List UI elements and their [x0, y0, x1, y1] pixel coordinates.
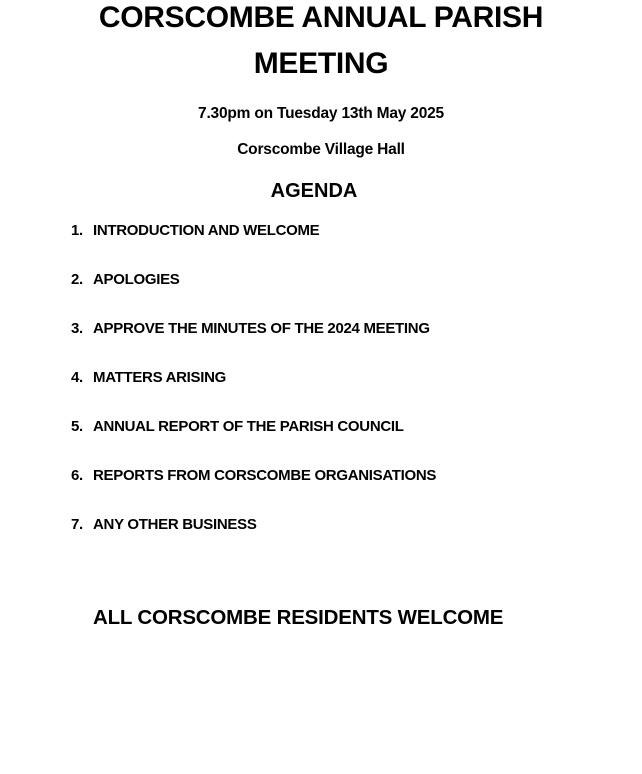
agenda-item-matters-arising	[71, 368, 436, 417]
page-title-line-1: CORSCOMBE ANNUAL PARISH	[98, 1, 544, 34]
agenda-item-approve-minutes	[71, 319, 436, 368]
agenda-item-text: MATTERS ARISING	[93, 369, 226, 386]
agenda-item-number: 5.	[71, 418, 83, 435]
agenda-list	[71, 221, 436, 564]
agenda-item-introduction	[71, 221, 436, 270]
residents-welcome-message: ALL CORSCOMBE RESIDENTS WELCOME	[93, 606, 504, 629]
agenda-item-text: INTRODUCTION AND WELCOME	[93, 222, 320, 239]
agenda-item-text: ANY OTHER BUSINESS	[93, 516, 257, 533]
meeting-venue: Corscombe Village Hall	[237, 141, 405, 158]
agenda-item-number: 1.	[71, 222, 83, 239]
agenda-item-number: 2.	[71, 271, 83, 288]
agenda-item-number: 6.	[71, 467, 83, 484]
agenda-item-number: 3.	[71, 320, 83, 337]
agenda-item-number: 7.	[71, 516, 83, 533]
agenda-item-text: APOLOGIES	[93, 271, 180, 288]
agenda-item-text: ANNUAL REPORT OF THE PARISH COUNCIL	[93, 418, 404, 435]
meeting-time: 7.30pm on Tuesday 13th May 2025	[198, 105, 444, 122]
agenda-item-text: REPORTS FROM CORSCOMBE ORGANISATIONS	[93, 467, 437, 484]
agenda-heading: AGENDA	[270, 180, 358, 202]
agenda-item-other-business	[71, 515, 436, 564]
agenda-item-organisation-reports	[71, 466, 436, 515]
page-title-line-2: MEETING	[253, 47, 389, 80]
agenda-item-text: APPROVE THE MINUTES OF THE 2024 MEETING	[93, 320, 430, 337]
agenda-item-number: 4.	[71, 369, 83, 386]
agenda-item-annual-report	[71, 417, 436, 466]
agenda-item-apologies	[71, 270, 436, 319]
